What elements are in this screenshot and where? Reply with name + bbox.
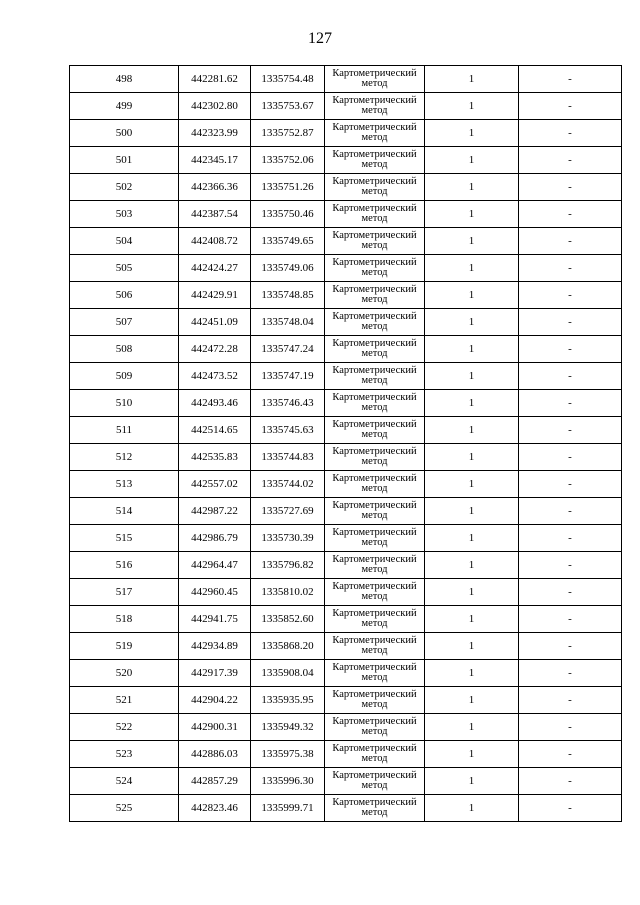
method-cell: Картометрический метод bbox=[325, 201, 425, 228]
point-number-cell: 518 bbox=[70, 606, 179, 633]
table-row bbox=[70, 471, 622, 498]
table-row bbox=[70, 660, 622, 687]
method-cell: Картометрический метод bbox=[325, 390, 425, 417]
note-cell: - bbox=[519, 255, 622, 282]
table-row bbox=[70, 525, 622, 552]
x-coordinate-cell: 442472.28 bbox=[179, 336, 251, 363]
note-cell: - bbox=[519, 417, 622, 444]
table-row bbox=[70, 201, 622, 228]
accuracy-cell: 1 bbox=[425, 579, 519, 606]
y-coordinate-cell: 1335996.30 bbox=[251, 768, 325, 795]
method-cell: Картометрический метод bbox=[325, 471, 425, 498]
accuracy-cell: 1 bbox=[425, 795, 519, 822]
note-cell: - bbox=[519, 606, 622, 633]
accuracy-cell: 1 bbox=[425, 741, 519, 768]
y-coordinate-cell: 1335750.46 bbox=[251, 201, 325, 228]
y-coordinate-cell: 1335746.43 bbox=[251, 390, 325, 417]
accuracy-cell: 1 bbox=[425, 147, 519, 174]
x-coordinate-cell: 442986.79 bbox=[179, 525, 251, 552]
table-row bbox=[70, 714, 622, 741]
accuracy-cell: 1 bbox=[425, 363, 519, 390]
note-cell: - bbox=[519, 768, 622, 795]
note-cell: - bbox=[519, 66, 622, 93]
point-number-cell: 509 bbox=[70, 363, 179, 390]
y-coordinate-cell: 1335747.19 bbox=[251, 363, 325, 390]
note-cell: - bbox=[519, 795, 622, 822]
table-row bbox=[70, 282, 622, 309]
accuracy-cell: 1 bbox=[425, 66, 519, 93]
accuracy-cell: 1 bbox=[425, 552, 519, 579]
table-row bbox=[70, 255, 622, 282]
note-cell: - bbox=[519, 525, 622, 552]
x-coordinate-cell: 442302.80 bbox=[179, 93, 251, 120]
note-cell: - bbox=[519, 201, 622, 228]
method-cell: Картометрический метод bbox=[325, 687, 425, 714]
accuracy-cell: 1 bbox=[425, 471, 519, 498]
point-number-cell: 511 bbox=[70, 417, 179, 444]
y-coordinate-cell: 1335868.20 bbox=[251, 633, 325, 660]
y-coordinate-cell: 1335752.06 bbox=[251, 147, 325, 174]
point-number-cell: 507 bbox=[70, 309, 179, 336]
table-row bbox=[70, 687, 622, 714]
method-cell: Картометрический метод bbox=[325, 417, 425, 444]
y-coordinate-cell: 1335754.48 bbox=[251, 66, 325, 93]
accuracy-cell: 1 bbox=[425, 120, 519, 147]
x-coordinate-cell: 442424.27 bbox=[179, 255, 251, 282]
table-row bbox=[70, 363, 622, 390]
note-cell: - bbox=[519, 741, 622, 768]
method-cell: Картометрический метод bbox=[325, 633, 425, 660]
note-cell: - bbox=[519, 498, 622, 525]
y-coordinate-cell: 1335752.87 bbox=[251, 120, 325, 147]
table-row bbox=[70, 228, 622, 255]
table-row bbox=[70, 147, 622, 174]
y-coordinate-cell: 1335747.24 bbox=[251, 336, 325, 363]
method-cell: Картометрический метод bbox=[325, 795, 425, 822]
point-number-cell: 522 bbox=[70, 714, 179, 741]
method-cell: Картометрический метод bbox=[325, 282, 425, 309]
accuracy-cell: 1 bbox=[425, 525, 519, 552]
method-cell: Картометрический метод bbox=[325, 606, 425, 633]
point-number-cell: 499 bbox=[70, 93, 179, 120]
method-cell: Картометрический метод bbox=[325, 768, 425, 795]
y-coordinate-cell: 1335744.02 bbox=[251, 471, 325, 498]
point-number-cell: 525 bbox=[70, 795, 179, 822]
x-coordinate-cell: 442823.46 bbox=[179, 795, 251, 822]
x-coordinate-cell: 442281.62 bbox=[179, 66, 251, 93]
accuracy-cell: 1 bbox=[425, 255, 519, 282]
y-coordinate-cell: 1335749.06 bbox=[251, 255, 325, 282]
x-coordinate-cell: 442323.99 bbox=[179, 120, 251, 147]
accuracy-cell: 1 bbox=[425, 417, 519, 444]
note-cell: - bbox=[519, 552, 622, 579]
note-cell: - bbox=[519, 147, 622, 174]
y-coordinate-cell: 1335745.63 bbox=[251, 417, 325, 444]
accuracy-cell: 1 bbox=[425, 660, 519, 687]
note-cell: - bbox=[519, 714, 622, 741]
x-coordinate-cell: 442886.03 bbox=[179, 741, 251, 768]
point-number-cell: 515 bbox=[70, 525, 179, 552]
method-cell: Картометрический метод bbox=[325, 525, 425, 552]
table-row bbox=[70, 390, 622, 417]
y-coordinate-cell: 1335727.69 bbox=[251, 498, 325, 525]
y-coordinate-cell: 1335744.83 bbox=[251, 444, 325, 471]
point-number-cell: 513 bbox=[70, 471, 179, 498]
accuracy-cell: 1 bbox=[425, 309, 519, 336]
y-coordinate-cell: 1335852.60 bbox=[251, 606, 325, 633]
table-row bbox=[70, 309, 622, 336]
x-coordinate-cell: 442857.29 bbox=[179, 768, 251, 795]
x-coordinate-cell: 442387.54 bbox=[179, 201, 251, 228]
coordinates-table-body bbox=[70, 66, 622, 822]
coordinates-table bbox=[69, 65, 622, 822]
method-cell: Картометрический метод bbox=[325, 93, 425, 120]
y-coordinate-cell: 1335751.26 bbox=[251, 174, 325, 201]
note-cell: - bbox=[519, 174, 622, 201]
note-cell: - bbox=[519, 228, 622, 255]
table-row bbox=[70, 417, 622, 444]
y-coordinate-cell: 1335975.38 bbox=[251, 741, 325, 768]
y-coordinate-cell: 1335748.85 bbox=[251, 282, 325, 309]
y-coordinate-cell: 1335753.67 bbox=[251, 93, 325, 120]
x-coordinate-cell: 442964.47 bbox=[179, 552, 251, 579]
table-row bbox=[70, 498, 622, 525]
accuracy-cell: 1 bbox=[425, 768, 519, 795]
y-coordinate-cell: 1335748.04 bbox=[251, 309, 325, 336]
method-cell: Картометрический метод bbox=[325, 444, 425, 471]
x-coordinate-cell: 442535.83 bbox=[179, 444, 251, 471]
x-coordinate-cell: 442987.22 bbox=[179, 498, 251, 525]
point-number-cell: 519 bbox=[70, 633, 179, 660]
note-cell: - bbox=[519, 444, 622, 471]
point-number-cell: 506 bbox=[70, 282, 179, 309]
table-row bbox=[70, 606, 622, 633]
accuracy-cell: 1 bbox=[425, 633, 519, 660]
x-coordinate-cell: 442408.72 bbox=[179, 228, 251, 255]
point-number-cell: 516 bbox=[70, 552, 179, 579]
accuracy-cell: 1 bbox=[425, 714, 519, 741]
table-row bbox=[70, 795, 622, 822]
method-cell: Картометрический метод bbox=[325, 660, 425, 687]
x-coordinate-cell: 442917.39 bbox=[179, 660, 251, 687]
method-cell: Картометрический метод bbox=[325, 120, 425, 147]
point-number-cell: 514 bbox=[70, 498, 179, 525]
table-row bbox=[70, 552, 622, 579]
accuracy-cell: 1 bbox=[425, 174, 519, 201]
note-cell: - bbox=[519, 660, 622, 687]
accuracy-cell: 1 bbox=[425, 201, 519, 228]
table-row bbox=[70, 174, 622, 201]
y-coordinate-cell: 1335908.04 bbox=[251, 660, 325, 687]
x-coordinate-cell: 442451.09 bbox=[179, 309, 251, 336]
y-coordinate-cell: 1335999.71 bbox=[251, 795, 325, 822]
point-number-cell: 508 bbox=[70, 336, 179, 363]
method-cell: Картометрический метод bbox=[325, 498, 425, 525]
method-cell: Картометрический метод bbox=[325, 228, 425, 255]
accuracy-cell: 1 bbox=[425, 282, 519, 309]
table-row bbox=[70, 741, 622, 768]
note-cell: - bbox=[519, 309, 622, 336]
note-cell: - bbox=[519, 390, 622, 417]
method-cell: Картометрический метод bbox=[325, 336, 425, 363]
x-coordinate-cell: 442941.75 bbox=[179, 606, 251, 633]
accuracy-cell: 1 bbox=[425, 390, 519, 417]
method-cell: Картометрический метод bbox=[325, 579, 425, 606]
page-number: 127 bbox=[308, 30, 332, 47]
method-cell: Картометрический метод bbox=[325, 147, 425, 174]
note-cell: - bbox=[519, 687, 622, 714]
point-number-cell: 520 bbox=[70, 660, 179, 687]
note-cell: - bbox=[519, 282, 622, 309]
accuracy-cell: 1 bbox=[425, 228, 519, 255]
accuracy-cell: 1 bbox=[425, 444, 519, 471]
x-coordinate-cell: 442960.45 bbox=[179, 579, 251, 606]
note-cell: - bbox=[519, 93, 622, 120]
table-row bbox=[70, 579, 622, 606]
x-coordinate-cell: 442429.91 bbox=[179, 282, 251, 309]
x-coordinate-cell: 442557.02 bbox=[179, 471, 251, 498]
x-coordinate-cell: 442345.17 bbox=[179, 147, 251, 174]
x-coordinate-cell: 442904.22 bbox=[179, 687, 251, 714]
point-number-cell: 504 bbox=[70, 228, 179, 255]
note-cell: - bbox=[519, 471, 622, 498]
method-cell: Картометрический метод bbox=[325, 714, 425, 741]
point-number-cell: 503 bbox=[70, 201, 179, 228]
point-number-cell: 505 bbox=[70, 255, 179, 282]
note-cell: - bbox=[519, 579, 622, 606]
x-coordinate-cell: 442934.89 bbox=[179, 633, 251, 660]
accuracy-cell: 1 bbox=[425, 606, 519, 633]
point-number-cell: 517 bbox=[70, 579, 179, 606]
x-coordinate-cell: 442514.65 bbox=[179, 417, 251, 444]
method-cell: Картометрический метод bbox=[325, 309, 425, 336]
table-row bbox=[70, 336, 622, 363]
point-number-cell: 498 bbox=[70, 66, 179, 93]
method-cell: Картометрический метод bbox=[325, 174, 425, 201]
accuracy-cell: 1 bbox=[425, 93, 519, 120]
table-row bbox=[70, 93, 622, 120]
y-coordinate-cell: 1335810.02 bbox=[251, 579, 325, 606]
method-cell: Картометрический метод bbox=[325, 363, 425, 390]
y-coordinate-cell: 1335749.65 bbox=[251, 228, 325, 255]
x-coordinate-cell: 442473.52 bbox=[179, 363, 251, 390]
y-coordinate-cell: 1335949.32 bbox=[251, 714, 325, 741]
note-cell: - bbox=[519, 336, 622, 363]
table-row bbox=[70, 120, 622, 147]
method-cell: Картометрический метод bbox=[325, 255, 425, 282]
x-coordinate-cell: 442493.46 bbox=[179, 390, 251, 417]
point-number-cell: 510 bbox=[70, 390, 179, 417]
y-coordinate-cell: 1335796.82 bbox=[251, 552, 325, 579]
table-row bbox=[70, 444, 622, 471]
note-cell: - bbox=[519, 363, 622, 390]
x-coordinate-cell: 442900.31 bbox=[179, 714, 251, 741]
y-coordinate-cell: 1335935.95 bbox=[251, 687, 325, 714]
x-coordinate-cell: 442366.36 bbox=[179, 174, 251, 201]
table-row bbox=[70, 768, 622, 795]
point-number-cell: 524 bbox=[70, 768, 179, 795]
note-cell: - bbox=[519, 633, 622, 660]
point-number-cell: 502 bbox=[70, 174, 179, 201]
point-number-cell: 500 bbox=[70, 120, 179, 147]
table-row bbox=[70, 633, 622, 660]
accuracy-cell: 1 bbox=[425, 687, 519, 714]
note-cell: - bbox=[519, 120, 622, 147]
accuracy-cell: 1 bbox=[425, 498, 519, 525]
table-row bbox=[70, 66, 622, 93]
point-number-cell: 501 bbox=[70, 147, 179, 174]
point-number-cell: 523 bbox=[70, 741, 179, 768]
accuracy-cell: 1 bbox=[425, 336, 519, 363]
y-coordinate-cell: 1335730.39 bbox=[251, 525, 325, 552]
point-number-cell: 512 bbox=[70, 444, 179, 471]
method-cell: Картометрический метод bbox=[325, 552, 425, 579]
method-cell: Картометрический метод bbox=[325, 66, 425, 93]
method-cell: Картометрический метод bbox=[325, 741, 425, 768]
point-number-cell: 521 bbox=[70, 687, 179, 714]
